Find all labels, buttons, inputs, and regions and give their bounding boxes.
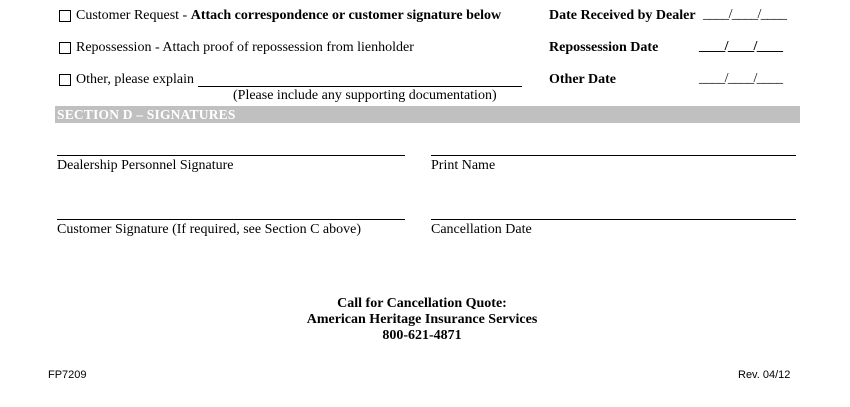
dealership-signature-line[interactable] <box>57 155 405 156</box>
contact-block <box>272 296 572 344</box>
dealership-signature-label: Dealership Personnel Signature <box>57 158 234 173</box>
section-d-header <box>55 106 800 123</box>
other-label: Other, please explain <box>76 72 195 87</box>
company-name: American Heritage Insurance Services <box>306 312 538 327</box>
revision-number: Rev. 04/12 <box>738 369 791 381</box>
phone-number: 800-621-4871 <box>382 328 462 343</box>
other-explain-line[interactable] <box>198 86 522 87</box>
repossession-date-label: Repossession Date <box>549 40 659 55</box>
other-date-label: Other Date <box>549 72 616 87</box>
print-name-label: Print Name <box>431 158 496 173</box>
customer-request-instruction: Attach correspondence or customer signature below <box>190 8 502 23</box>
customer-signature-line[interactable] <box>57 219 405 220</box>
contact-heading: Call for Cancellation Quote: <box>337 296 507 311</box>
cancellation-date-label: Cancellation Date <box>431 222 532 237</box>
print-name-line[interactable] <box>431 155 796 156</box>
repossession-label: Repossession - Attach proof of repossession from lienholder <box>76 40 414 55</box>
section-d-title: SECTION D – SIGNATURES <box>57 107 236 122</box>
customer-request-label <box>76 8 501 24</box>
other-checkbox[interactable] <box>59 74 71 86</box>
explain-note: (Please include any supporting documentation) <box>233 88 497 103</box>
repossession-date-field[interactable]: ____/____/____ <box>699 39 783 54</box>
other-date-field[interactable]: ____/____/____ <box>699 71 783 86</box>
customer-request-text: Customer Request - <box>76 8 191 23</box>
date-received-field[interactable]: ____/____/____ <box>703 7 787 22</box>
repossession-checkbox[interactable] <box>59 42 71 54</box>
form-number: FP7209 <box>48 369 87 381</box>
customer-signature-label: Customer Signature (If required, see Section C above) <box>57 222 362 237</box>
date-received-label: Date Received by Dealer <box>549 8 696 23</box>
customer-request-checkbox[interactable] <box>59 10 71 22</box>
cancellation-date-line[interactable] <box>431 219 796 220</box>
